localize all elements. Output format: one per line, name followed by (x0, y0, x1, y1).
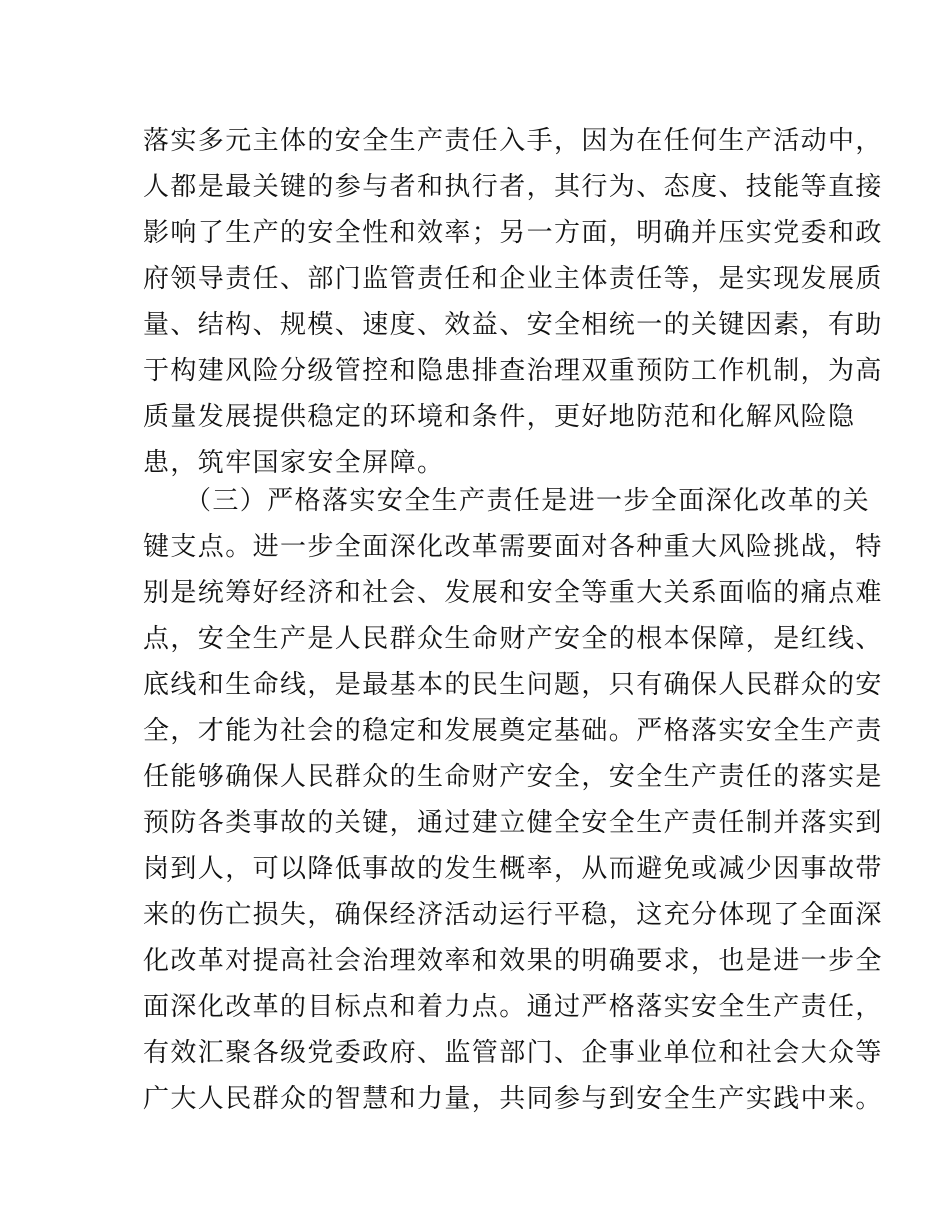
text-line: 来的伤亡损失，确保经济活动运行平稳，这充分体现了全面深 (143, 900, 883, 930)
text-line: 全，才能为社会的稳定和发展奠定基础。严格落实安全生产责 (143, 716, 883, 746)
text-line: 任能够确保人民群众的生命财产安全，安全生产责任的落实是 (143, 762, 883, 792)
text-line: 别是统筹好经济和社会、发展和安全等重大关系面临的痛点难 (143, 578, 883, 608)
text-line: 面深化改革的目标点和着力点。通过严格落实安全生产责任， (143, 992, 883, 1022)
text-line: 键支点。进一步全面深化改革需要面对各种重大风险挑战，特 (143, 532, 883, 562)
text-line: 点，安全生产是人民群众生命财产安全的根本保障，是红线、 (143, 624, 883, 654)
text-line: 人都是最关键的参与者和执行者，其行为、态度、技能等直接 (143, 172, 883, 202)
text-line: 岗到人，可以降低事故的发生概率，从而避免或减少因事故带 (143, 854, 883, 884)
text-line: 影响了生产的安全性和效率；另一方面，明确并压实党委和政 (143, 218, 883, 248)
text-line: 量、结构、规模、速度、效益、安全相统一的关键因素，有助 (143, 310, 883, 340)
text-line: 于构建风险分级管控和隐患排查治理双重预防工作机制，为高 (143, 356, 883, 386)
text-line: 落实多元主体的安全生产责任入手，因为在任何生产活动中， (143, 126, 883, 156)
paragraph-responsibility-subjects (143, 118, 883, 486)
text-line: 广大人民群众的智慧和力量，共同参与到安全生产实践中来。 (143, 1084, 883, 1114)
text-line: 患，筑牢国家安全屏障。 (143, 448, 445, 478)
text-line: 预防各类事故的关键，通过建立健全安全生产责任制并落实到 (143, 808, 883, 838)
text-line: 有效汇聚各级党委政府、监管部门、企事业单位和社会大众等 (143, 1038, 883, 1068)
text-line: 府领导责任、部门监管责任和企业主体责任等，是实现发展质 (143, 264, 883, 294)
text-line: 化改革对提高社会治理效率和效果的明确要求，也是进一步全 (143, 946, 883, 976)
paragraph-section-three (143, 478, 883, 1122)
text-line: 质量发展提供稳定的环境和条件，更好地防范和化解风险隐 (143, 402, 856, 432)
text-line: 底线和生命线，是最基本的民生问题，只有确保人民群众的安 (143, 670, 883, 700)
section-heading-line: （三）严格落实安全生产责任是进一步全面深化改革的关 (185, 486, 871, 516)
